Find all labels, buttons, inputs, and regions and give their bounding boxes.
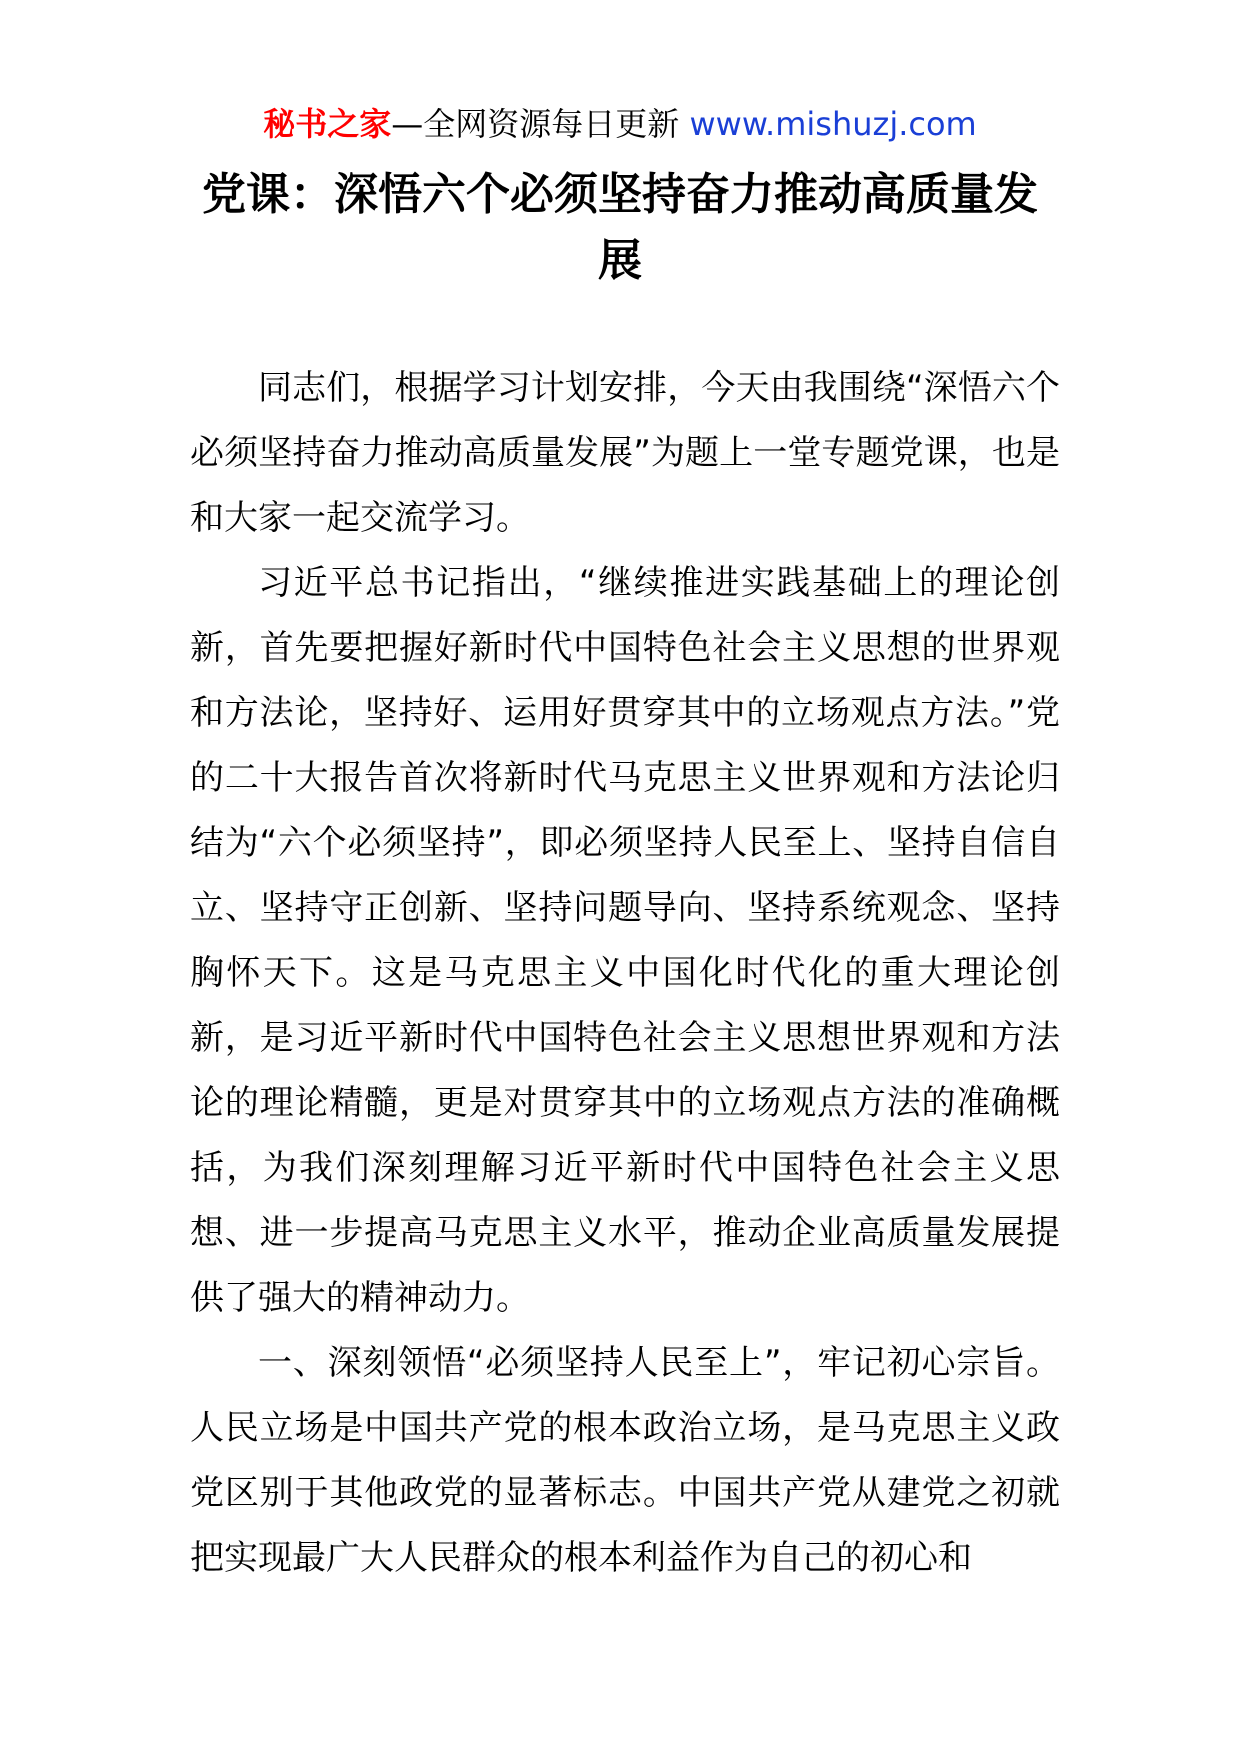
header-slogan: —全网资源每日更新	[391, 105, 690, 143]
paragraph: 习近平总书记指出，“继续推进实践基础上的理论创新，首先要把握好新时代中国特色社会主义思想的世界观和方法论，坚持好、运用好贯穿其中的立场观点方法。”党的二十大报告首次将新时代马克思主义世界观和方法论归结为“六个必须坚持”，即必须坚持人民至上、坚持自信自立、坚持守正创新、坚持问题导向、坚持系统观念、坚持胸怀天下。这是马克思主义中国化时代化的重大理论创新，是习近平新时代中国特色社会主义思想世界观和方法论的理论精髓，更是对贯穿其中的立场观点方法的准确概括，为我们深刻理解习近平新时代中国特色社会主义思想、进一步提高马克思主义水平，推动企业高质量发展提供了强大的精神动力。	[190, 563, 1060, 1318]
header-banner	[0, 102, 1240, 146]
document-title: 党课：深悟六个必须坚持奋力推动高质量发展	[202, 169, 1038, 286]
brand-name: 秘书之家	[263, 105, 392, 143]
paragraph: 一、深刻领悟“必须坚持人民至上”，牢记初心宗旨。人民立场是中国共产党的根本政治立场，是马克思主义政党区别于其他政党的显著标志。中国共产党从建党之初就把实现最广大人民群众的根本利益作为自己的初心和	[190, 1343, 1060, 1578]
paragraph: 同志们，根据学习计划安排，今天由我围绕“深悟六个必须坚持奋力推动高质量发展”为题上一堂专题党课，也是和大家一起交流学习。	[190, 368, 1060, 538]
site-url-link[interactable]: www.mishuzj.com	[689, 105, 977, 143]
document-body	[190, 356, 1060, 1591]
